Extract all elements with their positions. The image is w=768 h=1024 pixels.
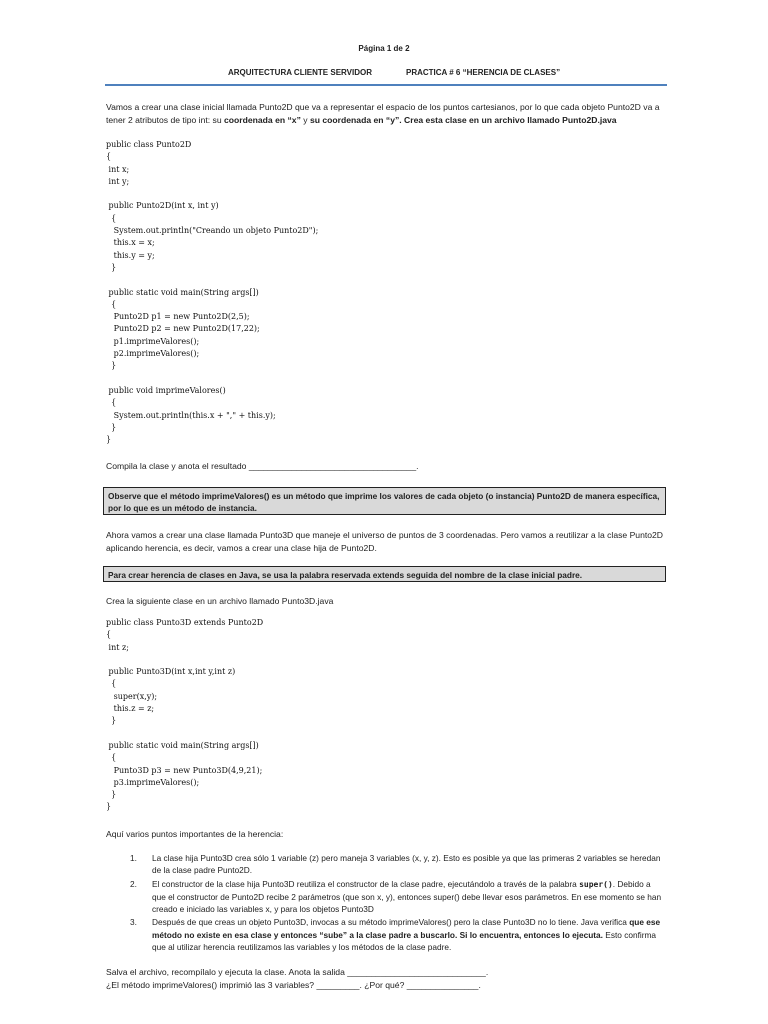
note-box-extends: Para crear herencia de clases en Java, se usa la palabra reservada extends seguida del nombre de la clase inicial padre.	[103, 566, 666, 582]
inheritance-points-list	[106, 852, 666, 954]
intro-paragraph	[106, 101, 666, 126]
intro-text-mid: y	[300, 114, 310, 125]
course-title: ARQUITECTURA CLIENTE SERVIDOR	[228, 68, 373, 77]
list-item	[106, 916, 666, 953]
points-intro: Aquí varios puntos importantes de la herencia:	[106, 829, 284, 839]
final-instruction: Salva el archivo, recompílalo y ejecuta la clase. Anota la salida _____________________________.	[106, 967, 489, 977]
practice-title: PRACTICA # 6 “HERENCIA DE CLASES”	[406, 68, 561, 77]
list-item-number: 3.	[130, 917, 137, 928]
header-divider	[105, 84, 667, 86]
list-item-text	[152, 916, 666, 953]
note-box-instance-method: Observe que el método imprimeValores() es un método que imprime los valores de cada objeto (o instancia) Punto2D de manera específica, por lo que es un método de instancia.	[103, 487, 666, 515]
list-item-text-a: El constructor de la clase hija Punto3D reutiliza el constructor de la clase padre, ejecutándolo a través de la palabra	[152, 878, 580, 889]
list-item-text	[152, 878, 666, 916]
super-keyword: super()	[579, 879, 613, 889]
code-block-punto3d: public class Punto3D extends Punto2D { int z; public Punto3D(int x,int y,int z) { super(x,y); this.z = z; } public static void main(String args[]) { Punto3D p3 = new Punto3D(4,9,21); p3.imprimeValores(); } }	[106, 618, 264, 812]
list-item-number: 1.	[130, 853, 137, 863]
create-class-instruction: Crea la siguiente clase en un archivo llamado Punto3D.java	[106, 596, 334, 606]
intro-bold-x: coordenada en “x”	[224, 114, 301, 125]
list-item-text-bold: que ese método no existe en esa clase y entonces “sube” a la clase padre a buscarlo. Si lo encuentra, entonces lo ejecuta.	[152, 917, 661, 940]
list-item	[106, 878, 666, 916]
intro-bold-y: su coordenada en “y”. Crea esta clase en un archivo llamado Punto2D.java	[309, 114, 617, 125]
final-question: ¿El método imprimeValores() imprimió las 3 variables? _________. ¿Por qué? _______________.	[106, 980, 481, 990]
list-item-text-a: Después de que creas un objeto Punto3D, invocas a su método imprimeValores() pero la clase Punto3D no lo tiene. Java verifica	[152, 917, 630, 928]
list-item-text: La clase hija Punto3D crea sólo 1 variable (z) pero maneja 3 variables (x, y, z). Esto es posible ya que las primeras 2 variables se heredan de la clase padre Punto2D.	[152, 853, 661, 876]
compile-note: Compila la clase y anota el resultado ___________________________________.	[106, 461, 419, 471]
code-block-punto2d: public class Punto2D { int x; int y; public Punto2D(int x, int y) { System.out.println("Creando un objeto Punto2D"); this.x = x; this.y = y; } public static void main(String args[]) { Punto2D p1 = new Punto2D(2,5); Punto2D p2 = new Punto2D(17,22); p1.imprimeValores(); p2.imprimeValores(); } public void imprimeValores() { System.out.println(this.x + "," + this.y); } }	[106, 140, 319, 445]
list-item-text-b: Esto confirma que al utilizar herencia reutilizamos las variables y los métodos de la clase padre.	[152, 929, 657, 953]
intro-text: Vamos a crear una clase inicial llamada Punto2D que va a representar el espacio de los puntos cartesianos, por lo que cada objeto Punto2D va a tener 2 atributos de tipo int: su	[106, 102, 660, 125]
page-number: Página 1 de 2	[358, 44, 410, 53]
punto3d-paragraph: Ahora vamos a crear una clase llamada Punto3D que maneje el universo de puntos de 3 coordenadas. Pero vamos a reutilizar a la clase Punto2D aplicando herencia, es decir, vamos a crear una clase hija de Punto2D.	[106, 530, 664, 553]
list-item	[106, 852, 666, 877]
list-item-number: 2.	[130, 878, 137, 889]
list-item-text-b: . Debido a que el constructor de Punto2D recibe 2 parámetros (que son x, y), entonces super() debe llevar esos parámetros. En ese momento se han creado e iniciado las variables x, y para los objetos Punto3D	[152, 878, 662, 915]
